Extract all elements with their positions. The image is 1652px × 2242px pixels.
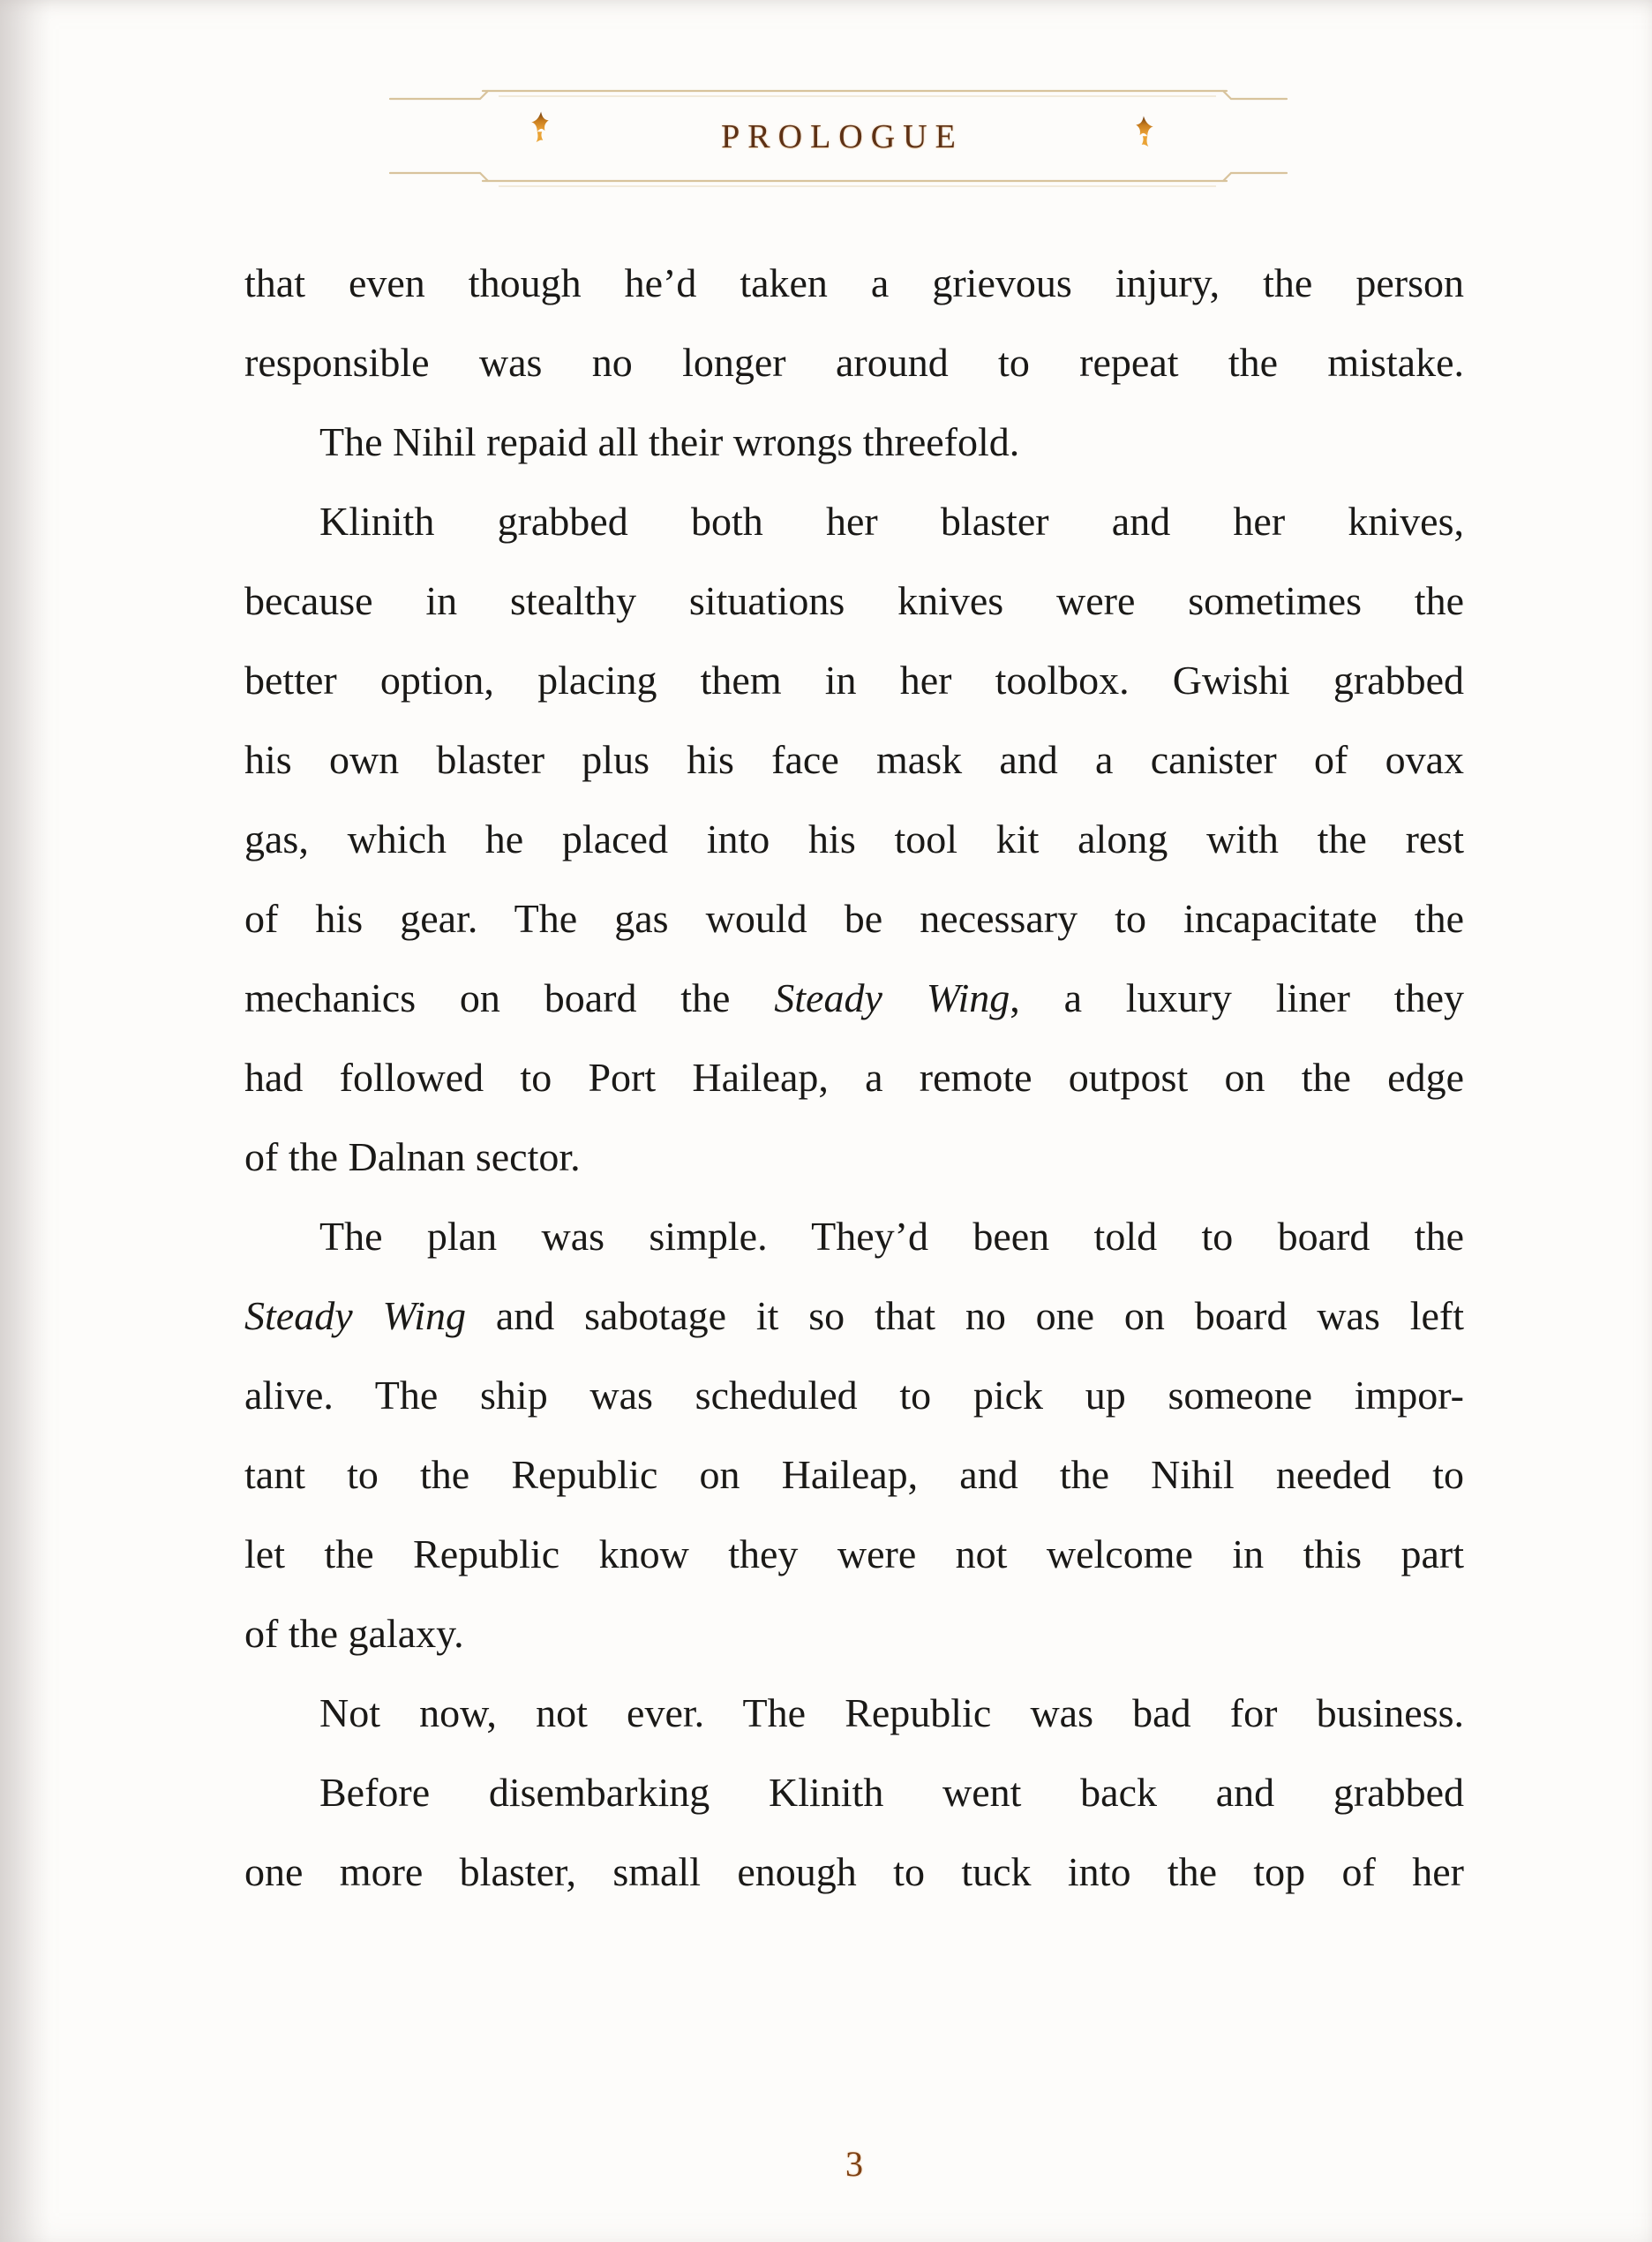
text-line	[244, 959, 1464, 1038]
text-segment: The Nihil repaid all their wrongs threefold.	[319, 419, 1020, 464]
text-segment: that even though he’d taken a grievous injury, the person	[244, 260, 1464, 305]
text-line	[244, 244, 1464, 323]
text-line	[244, 1594, 1464, 1674]
leaf-ornament-right-icon	[1133, 115, 1156, 152]
text-segment: of his gear. The gas would be necessary to incapacitate the	[244, 896, 1464, 941]
text-segment: , a luxury liner they	[1010, 975, 1464, 1020]
ship-name-italic: Steady Wing	[774, 975, 1010, 1020]
text-segment: Before disembarking Klinith went back and grabbed	[319, 1770, 1464, 1815]
text-line	[244, 1356, 1464, 1435]
text-segment: one more blaster, small enough to tuck into the top of her	[244, 1849, 1464, 1894]
text-line	[244, 323, 1464, 403]
text-segment: better option, placing them in her toolbox. Gwishi grabbed	[244, 658, 1464, 703]
text-line	[244, 1674, 1464, 1753]
text-line	[244, 1117, 1464, 1197]
text-segment: had followed to Port Haileap, a remote outpost on the edge	[244, 1055, 1464, 1100]
text-line	[244, 879, 1464, 959]
body-text	[244, 244, 1464, 1912]
text-segment: of the Dalnan sector.	[244, 1134, 581, 1179]
text-segment: Not now, not ever. The Republic was bad for business.	[319, 1690, 1464, 1735]
text-line	[244, 1276, 1464, 1356]
text-segment: Klinith grabbed both her blaster and her knives,	[319, 499, 1464, 544]
text-line	[244, 800, 1464, 879]
text-segment: gas, which he placed into his tool kit along with the rest	[244, 816, 1464, 861]
text-segment: and sabotage it so that no one on board was left	[466, 1293, 1464, 1338]
text-line	[244, 1197, 1464, 1276]
text-segment: mechanics on board the	[244, 975, 775, 1020]
text-line	[244, 403, 1464, 482]
ship-name-italic: Steady Wing	[244, 1293, 467, 1338]
text-segment: alive. The ship was scheduled to pick up someone impor-	[244, 1373, 1464, 1418]
text-segment: of the galaxy.	[244, 1611, 464, 1656]
text-segment: The plan was simple. They’d been told to board the	[319, 1214, 1464, 1259]
text-line	[244, 1753, 1464, 1832]
text-segment: because in stealthy situations knives were sometimes the	[244, 578, 1464, 623]
text-line	[244, 641, 1464, 720]
text-line	[244, 561, 1464, 641]
text-line	[244, 1435, 1464, 1515]
text-segment: tant to the Republic on Haileap, and the Nihil needed to	[244, 1452, 1464, 1497]
text-line	[244, 720, 1464, 800]
text-line	[244, 1515, 1464, 1594]
chapter-header	[388, 75, 1288, 190]
text-segment: his own blaster plus his face mask and a canister of ovax	[244, 737, 1464, 782]
text-line	[244, 482, 1464, 561]
text-segment: let the Republic know they were not welcome in this part	[244, 1531, 1464, 1576]
page-number: 3	[845, 2144, 863, 2184]
text-line	[244, 1832, 1464, 1912]
chapter-title: PROLOGUE	[721, 118, 964, 155]
text-line	[244, 1038, 1464, 1117]
text-segment: responsible was no longer around to repeat the mistake.	[244, 340, 1464, 385]
page-edge-shadow	[0, 0, 51, 2242]
